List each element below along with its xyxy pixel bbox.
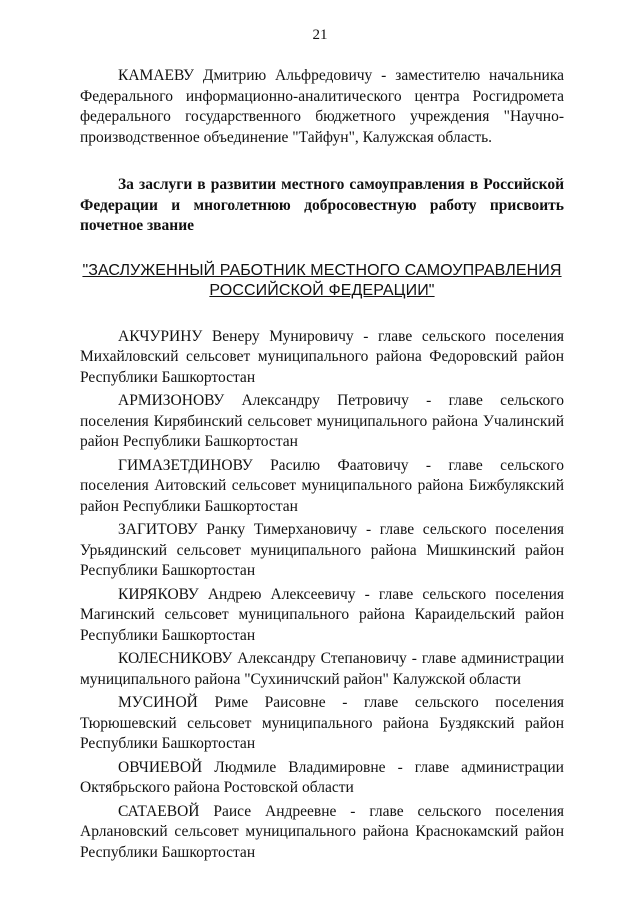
award-list — [80, 327, 564, 864]
award-title-line: РОССИЙСКОЙ ФЕДЕРАЦИИ" — [209, 281, 435, 299]
entry-text: - главе сельского поселения Арлановский сельсовет муниципального района Краснокамский район Республики Башкортостан — [80, 802, 565, 861]
award-title-line: "ЗАСЛУЖЕННЫЙ РАБОТНИК МЕСТНОГО САМОУПРАВЛЕНИЯ — [82, 261, 562, 279]
list-item — [80, 802, 564, 864]
list-item — [80, 649, 564, 690]
list-item — [80, 391, 564, 453]
entry-name: САТАЕВОЙ Раисе Андреевне — [118, 802, 337, 820]
entry-text: - главе сельского поселения Аитовский сельсовет муниципального района Бижбулякский район Республики Башкортостан — [80, 456, 564, 515]
entry-text: - главе сельского поселения Урьядинский сельсовет муниципального района Мишкинский район Республики Башкортостан — [80, 521, 564, 579]
entry-name: ГИМАЗЕТДИНОВУ Расилю Фаатовичу — [118, 456, 409, 474]
entry-name: КИРЯКОВУ Андрею Алексеевичу — [118, 585, 356, 603]
entry-name: АРМИЗОНОВУ Александру Петровичу — [118, 392, 409, 409]
award-intro: За заслуги в развитии местного самоуправления в Российской Федерации и многолетнюю добросовестную работу присвоить почетное звание — [80, 176, 564, 234]
page-number: 21 — [312, 27, 328, 43]
entry-text: - главе сельского поселения Михайловский сельсовет муниципального района Федоровский район Республики Башкортостан — [80, 327, 564, 386]
entry-text: - заместителю начальника Федерального информационно-аналитического центра Росгидромета федерального государственного бюджетного учреждения "Научно-производственное объединение "Тайфун", Калужская область. — [80, 67, 564, 146]
list-item — [80, 693, 564, 755]
list-item — [80, 520, 564, 582]
list-item — [80, 585, 564, 647]
award-title — [80, 261, 564, 301]
entry-name: МУСИНОЙ Риме Раисовне — [118, 694, 326, 711]
entry-name: КОЛЕСНИКОВУ Александру Степановичу — [118, 650, 407, 667]
list-item — [80, 758, 564, 799]
entry-text: - главе администрации муниципального района "Сухиничский район" Калужской области — [80, 650, 565, 688]
entry-text: - главе сельского поселения Кирябинский сельсовет муниципального района Учалинский район Республики Башкортостан — [80, 392, 564, 450]
entry-text: - главе сельского поселения Тюрюшевский сельсовет муниципального района Буздякский район Республики Башкортостан — [80, 694, 565, 752]
list-item — [80, 456, 564, 518]
document-body — [80, 66, 564, 863]
entry-text: - главе администрации Октябрьского района Ростовской области — [80, 758, 564, 796]
list-item — [80, 327, 564, 389]
entry-name: КАМАЕВУ Дмитрию Альфредовичу — [118, 67, 373, 84]
entry-name: АКЧУРИНУ Венеру Мунировичу — [118, 327, 354, 345]
entry-name: ОВЧИЕВОЙ Людмиле Владимировне — [118, 758, 386, 776]
intro-entry — [80, 66, 564, 148]
entry-text: - главе сельского поселения Магинский сельсовет муниципального района Караидельский район Республики Башкортостан — [80, 585, 565, 644]
entry-name: ЗАГИТОВУ Ранку Тимерхановичу — [118, 521, 358, 538]
